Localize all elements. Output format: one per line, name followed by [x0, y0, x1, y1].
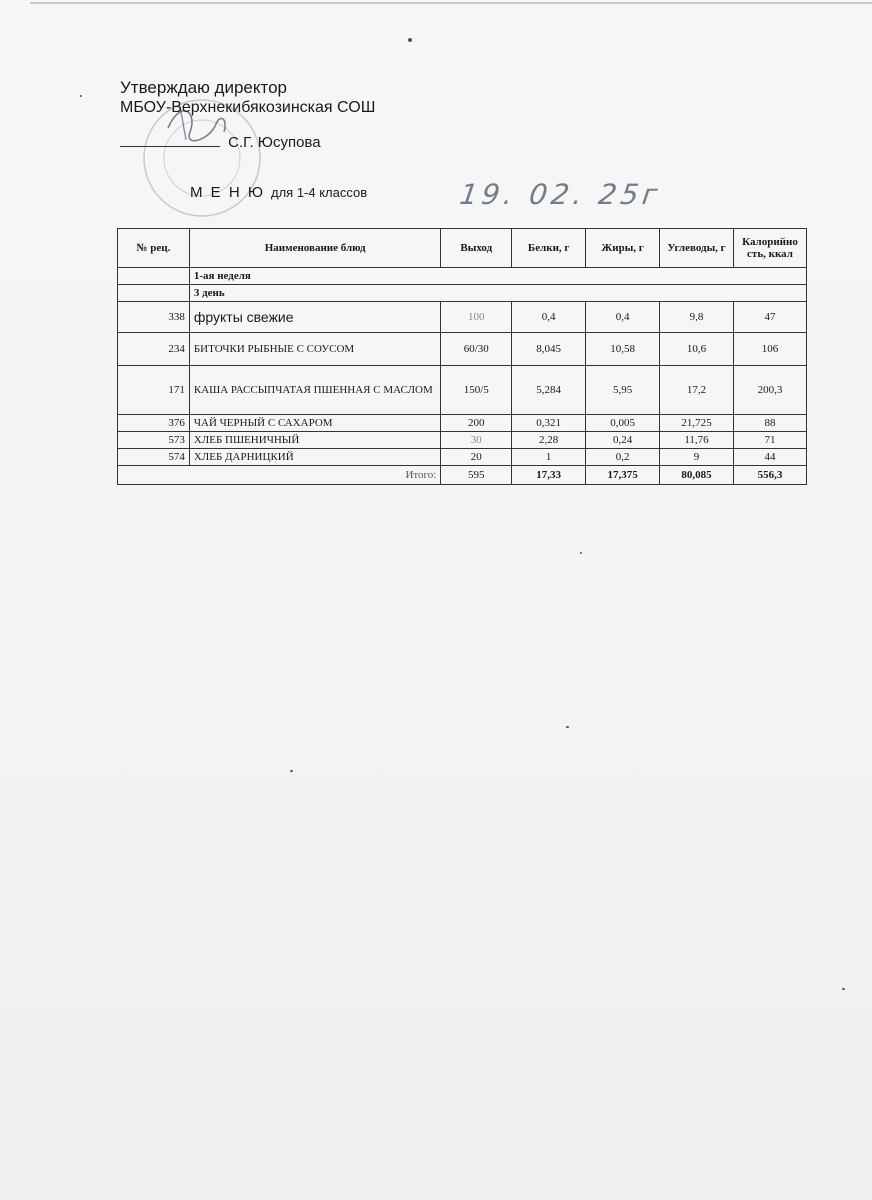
- total-protein: 17,33: [512, 466, 586, 485]
- signature-blank: [120, 146, 220, 147]
- scan-edge: [30, 2, 872, 4]
- menu-for: для 1-4 классов: [271, 185, 368, 200]
- col-carbs: Углеводы, г: [660, 229, 734, 268]
- col-kcal: Калорийно сть, ккал: [733, 229, 806, 268]
- total-fat: 17,375: [586, 466, 660, 485]
- dish-name: ХЛЕБ ДАРНИЦКИЙ: [189, 449, 440, 466]
- table-header-row: [118, 229, 807, 268]
- carbs: 11,76: [660, 432, 734, 449]
- scan-speck: [566, 726, 569, 728]
- table-row: [118, 449, 807, 466]
- week-row: [118, 268, 807, 285]
- day-row: [118, 285, 807, 302]
- handwritten-date: 19. 02. 25г: [457, 178, 664, 211]
- fat: 5,95: [586, 366, 660, 415]
- rec-number: 234: [118, 333, 190, 366]
- carbs: 21,725: [660, 415, 734, 432]
- kcal: 106: [733, 333, 806, 366]
- day-label: 3 день: [189, 285, 806, 302]
- kcal: 71: [733, 432, 806, 449]
- school-name: МБОУ-Верхнекибякозинская СОШ: [120, 99, 376, 116]
- scan-speck: [290, 770, 293, 772]
- dish-name: фрукты свежие: [189, 302, 440, 333]
- col-output: Выход: [441, 229, 512, 268]
- protein: 2,28: [512, 432, 586, 449]
- col-name: Наименование блюд: [189, 229, 440, 268]
- rec-number: 573: [118, 432, 190, 449]
- dish-name: КАША РАССЫПЧАТАЯ ПШЕННАЯ С МАСЛОМ: [189, 366, 440, 415]
- output: 150/5: [441, 366, 512, 415]
- week-label: 1-ая неделя: [189, 268, 806, 285]
- output: 60/30: [441, 333, 512, 366]
- fat: 10,58: [586, 333, 660, 366]
- dish-name: ХЛЕБ ПШЕНИЧНЫЙ: [189, 432, 440, 449]
- rec-number: 376: [118, 415, 190, 432]
- signer-name: С.Г. Юсупова: [228, 134, 321, 151]
- scan-speck: [80, 95, 82, 97]
- table-row: [118, 302, 807, 333]
- output: 100: [441, 302, 512, 333]
- dish-name: ЧАЙ ЧЕРНЫЙ С САХАРОМ: [189, 415, 440, 432]
- protein: 0,4: [512, 302, 586, 333]
- total-kcal: 556,3: [733, 466, 806, 485]
- rec-number: 338: [118, 302, 190, 333]
- signature-line: [120, 134, 321, 152]
- fat: 0,4: [586, 302, 660, 333]
- table-row: [118, 432, 807, 449]
- approval-line: Утверждаю директор: [120, 78, 288, 97]
- output: 30: [441, 432, 512, 449]
- table-row: [118, 366, 807, 415]
- protein: 0,321: [512, 415, 586, 432]
- output: 200: [441, 415, 512, 432]
- protein: 5,284: [512, 366, 586, 415]
- total-output: 595: [441, 466, 512, 485]
- menu-title: [190, 184, 367, 201]
- carbs: 17,2: [660, 366, 734, 415]
- menu-table: [117, 228, 807, 485]
- fat: 0,005: [586, 415, 660, 432]
- fat: 0,24: [586, 432, 660, 449]
- approval-block: [120, 78, 375, 118]
- scan-speck: [408, 38, 412, 42]
- col-rec: № рец.: [118, 229, 190, 268]
- col-fat: Жиры, г: [586, 229, 660, 268]
- rec-number: 574: [118, 449, 190, 466]
- total-row: [118, 466, 807, 485]
- carbs: 9: [660, 449, 734, 466]
- total-label: Итого:: [118, 466, 441, 485]
- protein: 1: [512, 449, 586, 466]
- kcal: 47: [733, 302, 806, 333]
- scan-speck: [842, 988, 845, 990]
- kcal: 88: [733, 415, 806, 432]
- carbs: 9,8: [660, 302, 734, 333]
- kcal: 200,3: [733, 366, 806, 415]
- protein: 8,045: [512, 333, 586, 366]
- table-row: [118, 333, 807, 366]
- total-carbs: 80,085: [660, 466, 734, 485]
- menu-word: М Е Н Ю: [190, 184, 265, 201]
- table-row: [118, 415, 807, 432]
- fat: 0,2: [586, 449, 660, 466]
- carbs: 10,6: [660, 333, 734, 366]
- kcal: 44: [733, 449, 806, 466]
- dish-name: БИТОЧКИ РЫБНЫЕ С СОУСОМ: [189, 333, 440, 366]
- output: 20: [441, 449, 512, 466]
- col-protein: Белки, г: [512, 229, 586, 268]
- scan-speck: [580, 552, 582, 554]
- rec-number: 171: [118, 366, 190, 415]
